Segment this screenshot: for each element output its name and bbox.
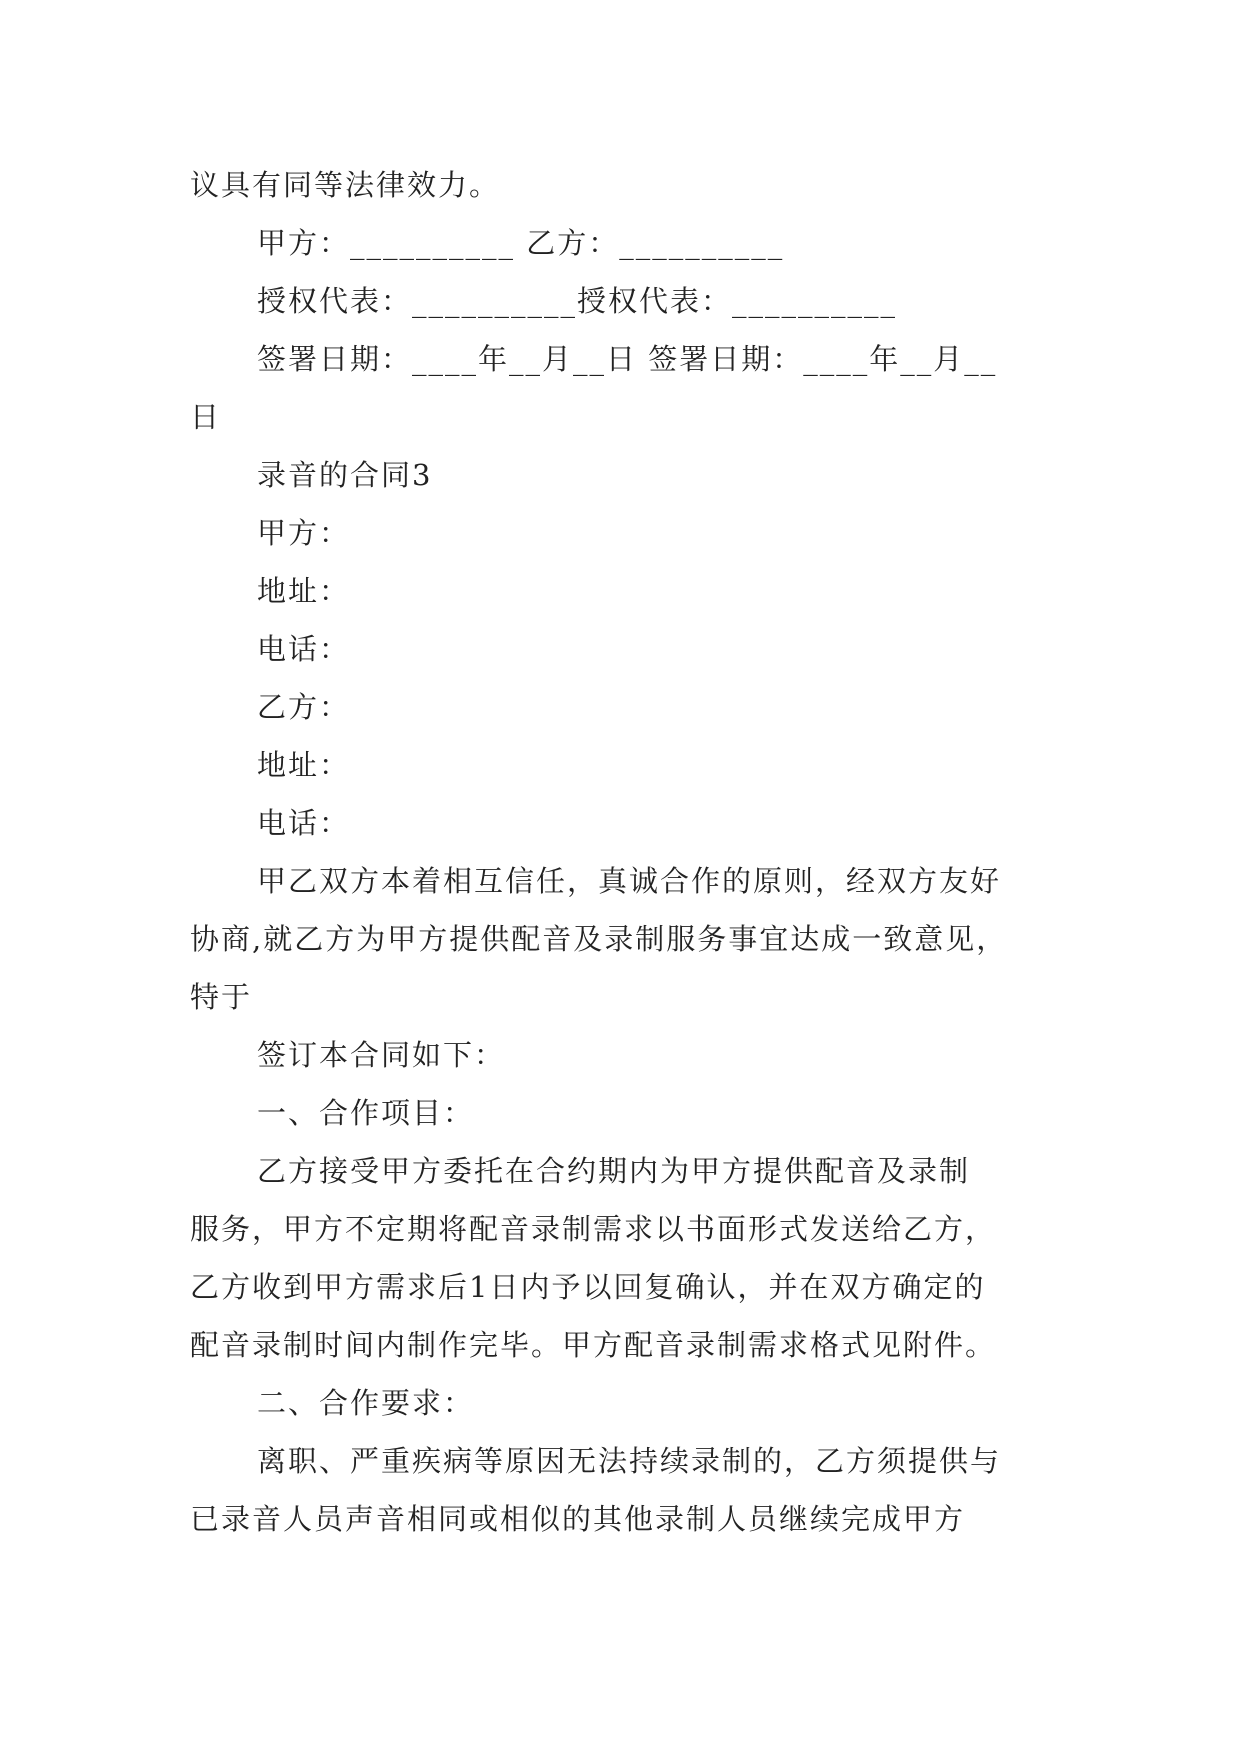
text-line: 甲乙双方本着相互信任，真诚合作的原则，经双方友好 xyxy=(257,864,1002,898)
party-a-label: 甲方： xyxy=(257,516,351,550)
party-b-address-label: 地址： xyxy=(257,748,351,782)
section-heading: 二、合作要求： xyxy=(257,1386,475,1420)
text-line: 配音录制时间内制作完毕。甲方配音录制需求格式见附件。 xyxy=(190,1328,997,1362)
text-line: 议具有同等法律效力。 xyxy=(190,168,501,202)
text-line: 特于 xyxy=(190,980,253,1014)
contract-heading: 录音的合同3 xyxy=(257,458,433,492)
text-line: 已录音人员声音相同或相似的其他录制人员继续完成甲方 xyxy=(190,1502,966,1536)
section-heading: 一、合作项目： xyxy=(257,1096,475,1130)
signature-representatives-line: 授权代表：__________授权代表：__________ xyxy=(257,284,898,318)
signature-parties-line: 甲方：__________ 乙方：__________ xyxy=(257,226,785,260)
text-line: 签订本合同如下： xyxy=(257,1038,506,1072)
party-b-label: 乙方： xyxy=(257,690,351,724)
text-line: 乙方接受甲方委托在合约期内为甲方提供配音及录制 xyxy=(257,1154,971,1188)
party-a-phone-label: 电话： xyxy=(257,632,351,666)
text-line: 日 xyxy=(190,400,222,434)
text-line: 乙方收到甲方需求后1日内予以回复确认，并在双方确定的 xyxy=(190,1270,986,1304)
party-a-address-label: 地址： xyxy=(257,574,351,608)
text-line: 服务，甲方不定期将配音录制需求以书面形式发送给乙方， xyxy=(190,1212,997,1246)
text-line: 协商,就乙方为甲方提供配音及录制服务事宜达成一致意见， xyxy=(190,922,1008,956)
text-line: 离职、严重疾病等原因无法持续录制的，乙方须提供与 xyxy=(257,1444,1002,1478)
party-b-phone-label: 电话： xyxy=(257,806,351,840)
signature-date-line: 签署日期：____年__月__日 签署日期：____年__月__ xyxy=(257,342,998,376)
